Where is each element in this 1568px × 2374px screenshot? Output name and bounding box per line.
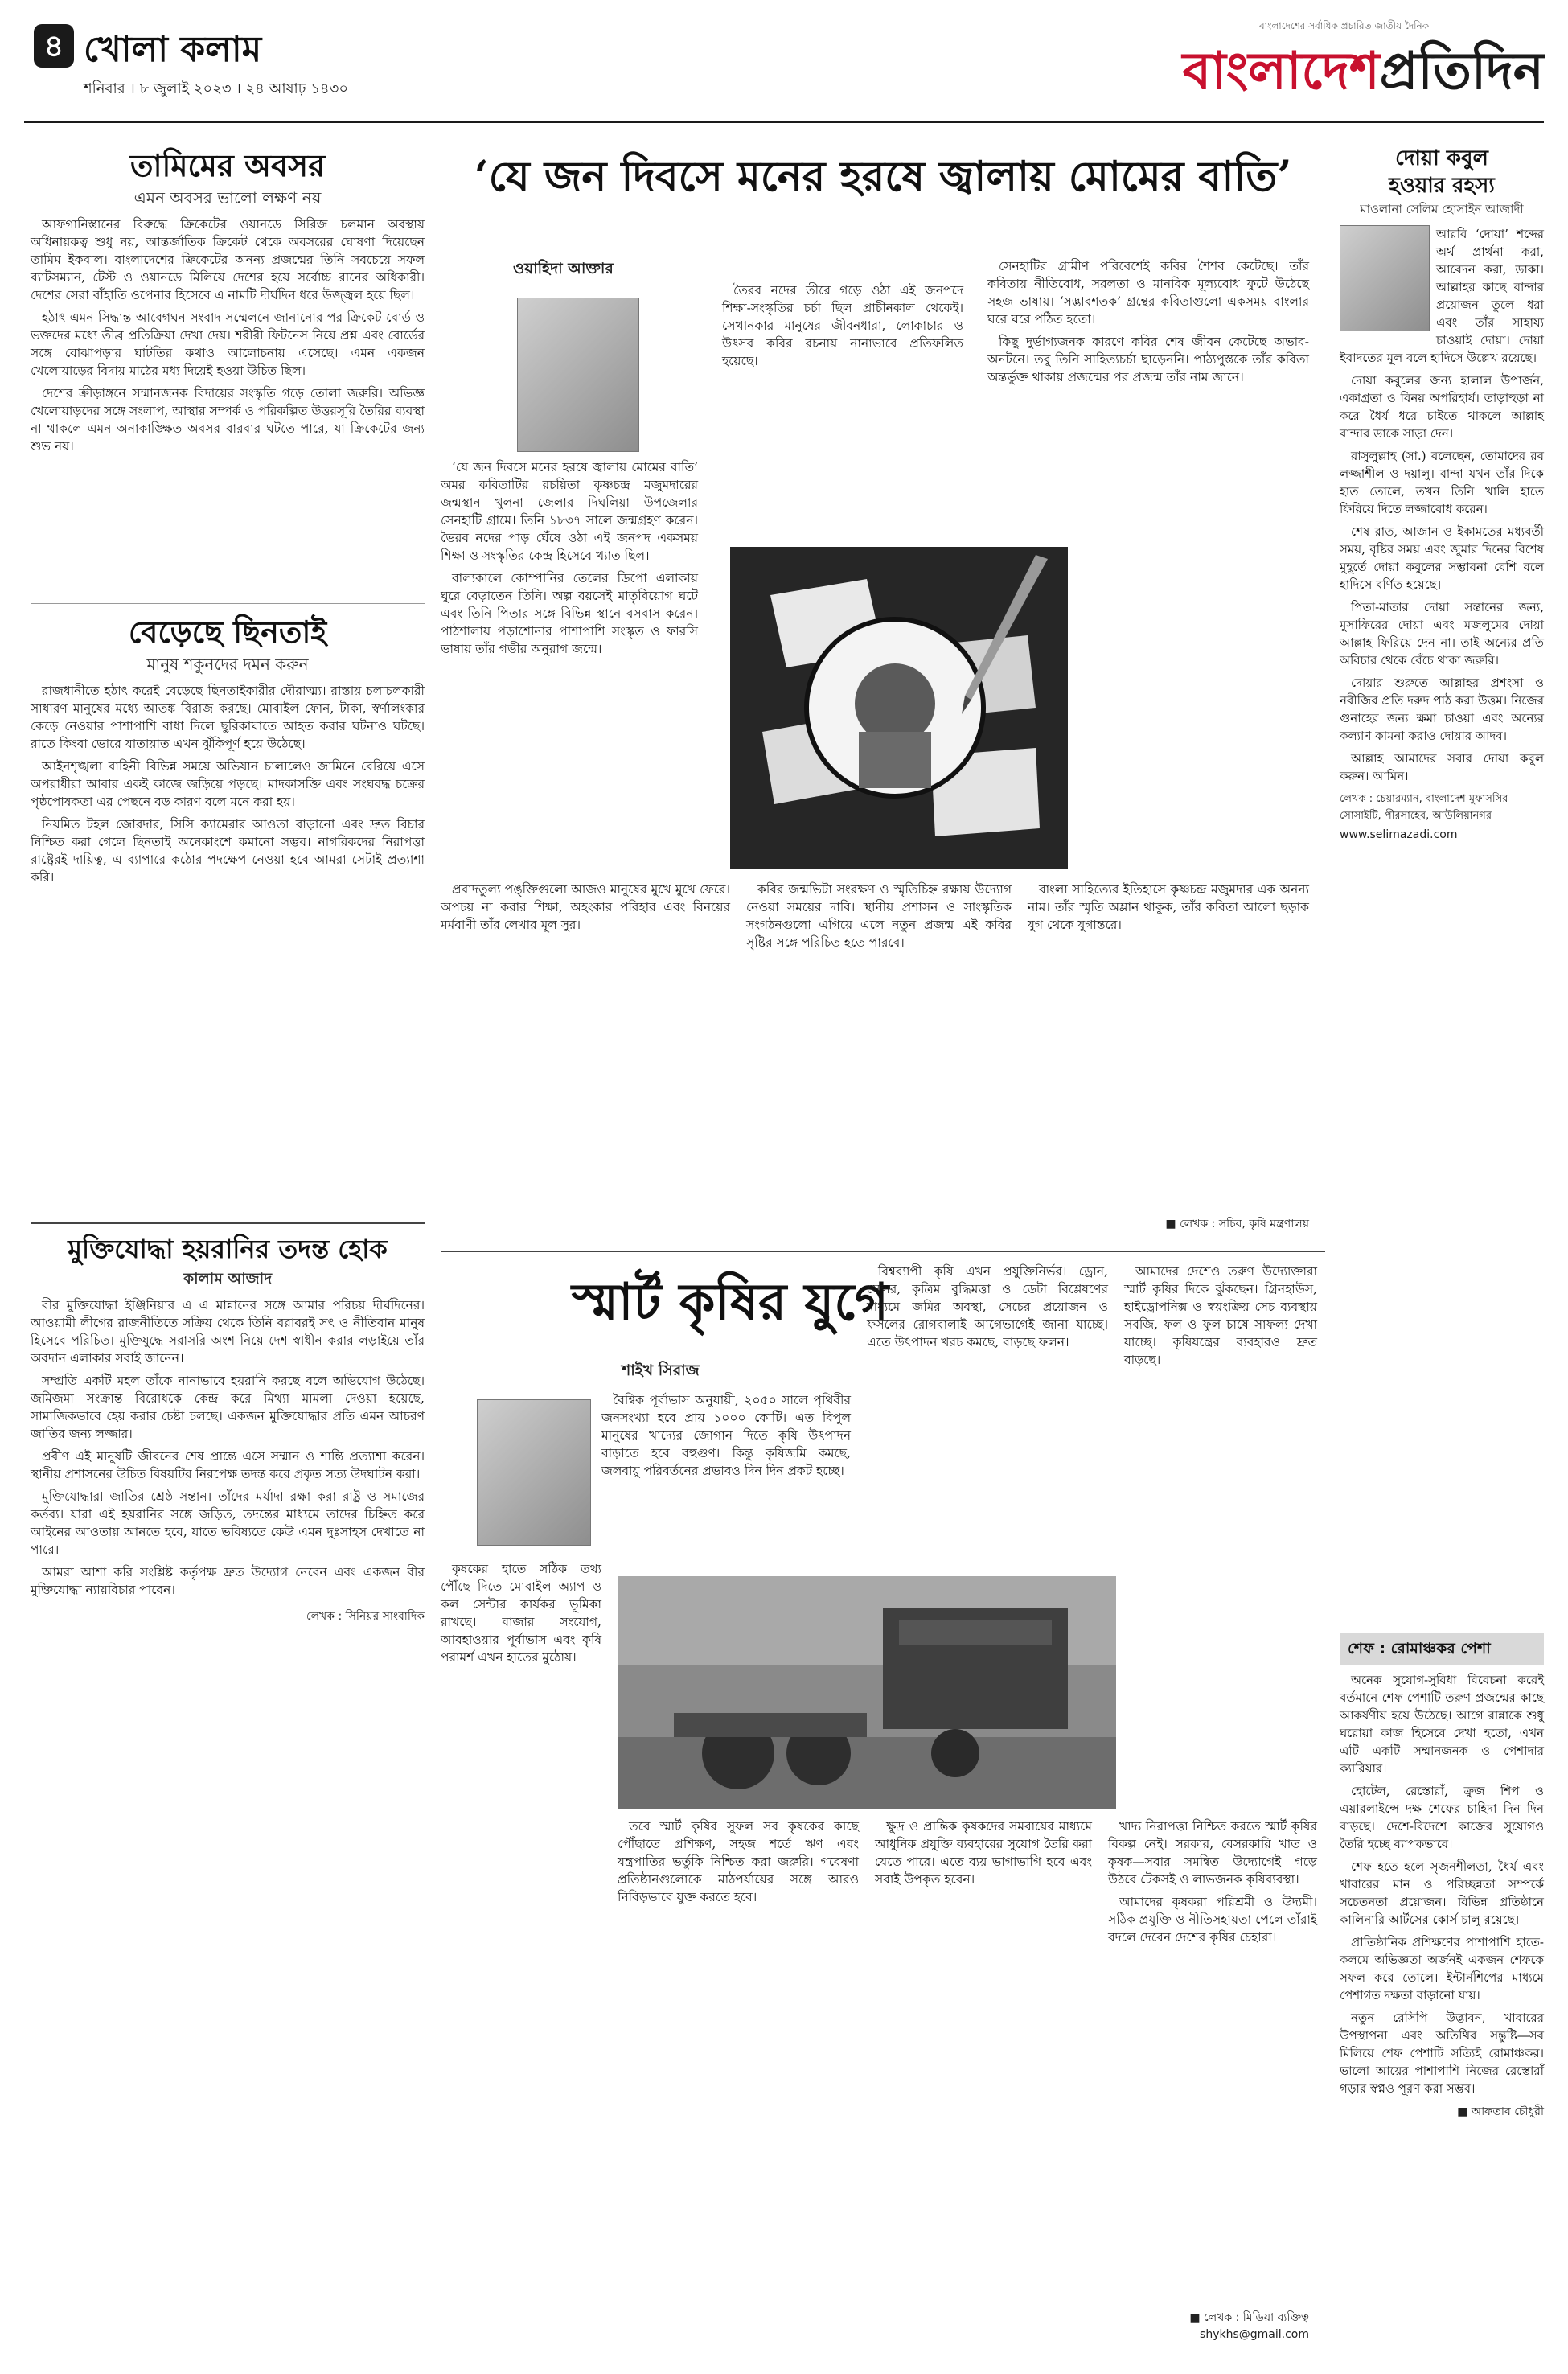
divider xyxy=(441,1251,1325,1252)
dua-paragraph: পিতা-মাতার দোয়া সন্তানের জন্য, মুসাফিরের দোয়া এবং মজলুমের দোয়া আল্লাহ ফিরিয়ে দেন না। তাই অন্যের প্রতি অবিচার থেকে বেঁচে থাকা জরুরি। xyxy=(1340,600,1544,667)
brand-tagline: বাংলাদেশের সর্বাধিক প্রচারিত জাতীয় দৈনিক xyxy=(1259,20,1430,31)
tamim-paragraph: হঠাৎ এমন সিদ্ধান্ত আবেগঘন সংবাদ সম্মেলনে জানানোর পর ক্রিকেট বোর্ড ও ভক্তদের মধ্যে তীব্র প্রতিক্রিয়া দেখা দেয়। শরীরী ফিটনেস নিয়ে প্রশ্ন এবং বোর্ডের সঙ্গে বোঝাপড়ার ঘাটতির কথাও আলোচনায় এসেছে। এমন একজন খেলোয়াড়ের বিদায় মাঠের মধ্য দিয়েই হওয়া উচিত ছিল। xyxy=(31,310,425,378)
brand-logo xyxy=(1142,35,1544,108)
masthead-rule xyxy=(24,121,1544,123)
page-header xyxy=(0,0,1568,135)
freedom-title: মুক্তিযোদ্ধা হয়রানির তদন্ত হোক xyxy=(68,1234,388,1264)
agri-illustration xyxy=(618,1576,1116,1809)
agri-paragraph: আমাদের কৃষকরা পরিশ্রমী ও উদ্যমী। সঠিক প্রযুক্তি ও নীতিসহায়তা পেলে তাঁরাই বদলে দেবেন দেশের কৃষির চেহারা। xyxy=(1108,1895,1317,1945)
agri-paragraph: খাদ্য নিরাপত্তা নিশ্চিত করতে স্মার্ট কৃষির বিকল্প নেই। সরকার, বেসরকারি খাত ও কৃষক—সবার সমন্বিত উদ্যোগেই গড়ে উঠবে টেকসই ও লাভজনক কৃষিব্যবস্থা। xyxy=(1108,1819,1317,1887)
candle-col-2 xyxy=(722,281,963,375)
candle-paragraph: ‘যে জন দিবসে মনের হরষে জ্বালায় মোমের বাতি’ অমর কবিতাটির রচয়িতা কৃষ্ণচন্দ্র মজুমদারের জন্মস্থান খুলনা জেলার দিঘলিয়া উপজেলার সেনহাটি গ্রামে। তিনি ১৮৩৭ সালে জন্মগ্রহণ করেন। ভৈরব নদের পাড় ঘেঁষে ওঠা এই জনপদ একসময় শিক্ষা ও সংস্কৃতির কেন্দ্র হিসেবে খ্যাত ছিল। xyxy=(441,460,698,563)
candle-author: ওয়াহিদা আক্তার xyxy=(513,260,614,277)
tamim-paragraph: দেশের ক্রীড়াঙ্গনে সম্মানজনক বিদায়ের সংস্কৃতি গড়ে তোলা জরুরি। অভিজ্ঞ খেলোয়াড়দের সঙ্গে সংলাপ, আস্থার সম্পর্ক ও পরিকল্পিত উত্তরসূরি তৈরির ব্যবস্থা না থাকলে এমন অনাকাঙ্ক্ষিত অবসর বারবার ঘটতে পারে, যা ক্রিকেটের জন্য শুভ নয়। xyxy=(31,386,425,454)
candle-col-5 xyxy=(746,881,1012,956)
candle-col-4 xyxy=(441,881,730,939)
agri-article xyxy=(441,1255,1325,2356)
chef-body xyxy=(1340,1671,1544,2097)
candle-paragraph: সেনহাটির গ্রামীণ পরিবেশেই কবির শৈশব কেটেছে। তাঁর কবিতায় নীতিবোধ, সরলতা ও মানবিক মূল্যবোধ ফুটে উঠেছে সহজ ভাষায়। ‘সদ্ভাবশতক’ গ্রন্থের কবিতাগুলো একসময় বাংলার ঘরে ঘরে পঠিত হতো। xyxy=(987,259,1309,327)
candle-paragraph: বাল্যকালে কোম্পানির তেলের ডিপো এলাকায় ঘুরে বেড়াতেন তিনি। অল্প বয়সেই মাতৃবিয়োগ ঘটে এবং তিনি পিতার সঙ্গে বিভিন্ন স্থানে বসবাস করেন। পাঠশালায় পড়াশোনার পাশাপাশি সংস্কৃত ও ফারসি ভাষায় তাঁর গভীর অনুরাগ জন্মে। xyxy=(441,571,698,656)
author-photo xyxy=(1340,225,1430,331)
dua-paragraph: দোয়ার শুরুতে আল্লাহর প্রশংসা ও নবীজির প্রতি দরুদ পাঠ করা উত্তম। নিজের গুনাহের জন্য ক্ষমা চাওয়া এবং অন্যের কল্যাণ কামনা করাও দোয়ার আদব। xyxy=(1340,676,1544,743)
dua-website[interactable]: www.selimazadi.com xyxy=(1340,828,1458,841)
chef-paragraph: অনেক সুযোগ-সুবিধা বিবেচনা করেই বর্তমানে শেফ পেশাটি তরুণ প্রজন্মের কাছে আকর্ষণীয় হয়ে উঠেছে। আগে রান্নাকে শুধু ঘরোয়া কাজ হিসেবে দেখা হতো, এখন এটি একটি সম্মানজনক ও পেশাদার ক্যারিয়ার। xyxy=(1340,1673,1544,1776)
brand-part-2: প্রতিদিন xyxy=(1379,42,1544,101)
agri-col-3 xyxy=(1124,1263,1317,1374)
tamim-paragraph: আফগানিস্তানের বিরুদ্ধে ক্রিকেটের ওয়ানডে সিরিজ চলমান অবস্থায় অধিনায়কত্ব শুধু নয়, আন্তর্জাতিক ক্রিকেট থেকে অবসরের ঘোষণা দিয়েছেন তামিম ইকবাল। বাংলাদেশের ক্রিকেটের অনন্য প্রজন্মের তিনি সবচেয়ে সফল ব্যাটসম্যান, টেস্ট ও ওয়ানডে মিলিয়ে দেশের হয়ে সর্বোচ্চ রানের অধিকারী। দেশের সেরা বাঁহাতি ওপেনার হিসেবে এ নামটি দীর্ঘদিন ধরে উজ্জ্বল হয়ে ছিল। xyxy=(31,217,425,302)
chef-signature: ■ আফতাব চৌধুরী xyxy=(1457,2105,1544,2118)
chef-header: শেফ : রোমাঞ্চকর পেশা xyxy=(1340,1633,1544,1665)
divider xyxy=(31,603,425,604)
freedom-author: কালাম আজাদ xyxy=(183,1270,273,1288)
tamim-subtitle: এমন অবসর ভালো লক্ষণ নয় xyxy=(133,188,322,207)
freedom-paragraph: আমরা আশা করি সংশ্লিষ্ট কর্তৃপক্ষ দ্রুত উদ্যোগ নেবেন এবং একজন বীর মুক্তিযোদ্ধা ন্যায়বিচার পাবেন। xyxy=(31,1565,425,1597)
candle-col-1 xyxy=(441,458,698,663)
divider xyxy=(31,1222,425,1224)
agri-col-2 xyxy=(867,1263,1108,1356)
dua-title: দোয়া কবুল xyxy=(1395,146,1488,170)
page-number-badge: ৪ xyxy=(34,24,74,68)
chef-paragraph: হোটেল, রেস্তোরাঁ, ক্রুজ শিপ ও এয়ারলাইন্সে দক্ষ শেফের চাহিদা দিন দিন বাড়ছে। দেশে-বিদেশে কাজের সুযোগও তৈরি হচ্ছে ব্যাপকভাবে। xyxy=(1340,1784,1544,1851)
agri-author: শাইখ সিরাজ xyxy=(622,1362,700,1379)
agri-paragraph: কৃষকের হাতে সঠিক তথ্য পৌঁছে দিতে মোবাইল অ্যাপ ও কল সেন্টার কার্যকর ভূমিকা রাখছে। বাজার সংযোগ, আবহাওয়ার পূর্বাভাস এবং কৃষি পরামর্শ এখন হাতের মুঠোয়। xyxy=(441,1562,601,1665)
agri-col-6 xyxy=(875,1817,1092,1893)
robbery-body xyxy=(31,682,425,886)
candle-paragraph: প্রবাদতুল্য পঙ্‌ক্তিগুলো আজও মানুষের মুখে মুখে ফেরে। অপচয় না করার শিক্ষা, অহংকার পরিহার এবং বিনয়ের মর্মবাণী তাঁর লেখার মূল সুর। xyxy=(441,882,730,932)
agri-paragraph: বৈশ্বিক পূর্বাভাস অনুযায়ী, ২০৫০ সালে পৃথিবীর জনসংখ্যা হবে প্রায় ১০০০ কোটি। এত বিপুল মানুষের খাদ্যের জোগান দিতে কৃষি উৎপাদন বাড়াতে হবে বহুগুণ। কিন্তু কৃষিজমি কমছে, জলবায়ু পরিবর্তনের প্রভাবও দিন দিন প্রকট হচ্ছে। xyxy=(601,1393,851,1478)
dua-paragraph: রাসুলুল্লাহ (সা.) বলেছেন, তোমাদের রব লজ্জাশীল ও দয়ালু। বান্দা যখন তাঁর দিকে হাত তোলে, তখন তিনি খালি হাতে ফিরিয়ে দিতে লজ্জাবোধ করেন। xyxy=(1340,449,1544,516)
agri-paragraph: বিশ্বব্যাপী কৃষি এখন প্রযুক্তিনির্ভর। ড্রোন, সেন্সর, কৃত্রিম বুদ্ধিমত্তা ও ডেটা বিশ্লেষণের মাধ্যমে জমির অবস্থা, সেচের প্রয়োজন ও ফসলের রোগবালাই আগেভাগেই জানা যাচ্ছে। এতে উৎপাদন খরচ কমছে, বাড়ছে ফলন। xyxy=(867,1264,1108,1349)
candle-paragraph: কবির জন্মভিটা সংরক্ষণ ও স্মৃতিচিহ্ন রক্ষায় উদ্যোগ নেওয়া সময়ের দাবি। স্থানীয় প্রশাসন ও সাংস্কৃতিক সংগঠনগুলো এগিয়ে এলে নতুন প্রজন্ম এই কবির সৃষ্টির সঙ্গে পরিচিত হতে পারবে। xyxy=(746,882,1012,950)
author-photo xyxy=(477,1399,591,1546)
freedom-paragraph: মুক্তিযোদ্ধারা জাতির শ্রেষ্ঠ সন্তান। তাঁদের মর্যাদা রক্ষা করা রাষ্ট্র ও সমাজের কর্তব্য। যারা এই হয়রানির সঙ্গে জড়িত, তদন্তের মাধ্যমে তাদের চিহ্নিত করে আইনের আওতায় আনতে হবে, যাতে ভবিষ্যতে কেউ এমন দুঃসাহস দেখাতে না পারে। xyxy=(31,1489,425,1557)
issue-date: শনিবার । ৮ জুলাই ২০২৩ । ২৪ আষাঢ় ১৪৩০ xyxy=(84,80,349,97)
candle-article xyxy=(441,137,1325,1247)
candle-image xyxy=(730,547,1068,869)
robbery-article xyxy=(31,611,425,891)
candle-paragraph: কিছু দুর্ভাগ্যজনক কারণে কবির শেষ জীবন কেটেছে অভাব-অনটনে। তবু তিনি সাহিত্যচর্চা ছাড়েননি। পাঠ্যপুস্তকে তাঁর কবিতা অন্তর্ভুক্ত থাকায় প্রজন্মের পর প্রজন্ম তাঁর নাম জানে। xyxy=(987,335,1309,384)
chef-paragraph: নতুন রেসিপি উদ্ভাবন, খাবারের উপস্থাপনা এবং অতিথির সন্তুষ্টি—সব মিলিয়ে শেফ পেশাটি সত্যিই রোমাঞ্চকর। ভালো আয়ের পাশাপাশি নিজের রেস্তোরাঁ গড়ার স্বপ্নও পূরণ করা সম্ভব। xyxy=(1340,2011,1544,2096)
agri-paragraph: ক্ষুদ্র ও প্রান্তিক কৃষকদের সমবায়ের মাধ্যমে আধুনিক প্রযুক্তি ব্যবহারের সুযোগ তৈরি করা যেতে পারে। এতে ব্যয় ভাগাভাগি হবে এবং সবাই উপকৃত হবেন। xyxy=(875,1819,1092,1887)
agri-image xyxy=(618,1576,1116,1809)
candle-paragraph: তৈরব নদের তীরে গড়ে ওঠা এই জনপদে শিক্ষা-সংস্কৃতির চর্চা ছিল প্রাচীনকাল থেকেই। সেখানকার মানুষের জীবনধারা, লোকাচার ও উৎসব কবির রচনায় নানাভাবে প্রতিফলিত হয়েছে। xyxy=(722,283,963,368)
candle-paragraph: বাংলা সাহিত্যের ইতিহাসে কৃষ্ণচন্দ্র মজুমদার এক অনন্য নাম। তাঁর স্মৃতি অম্লান থাকুক, তাঁর কবিতা আলো ছড়াক যুগ থেকে যুগান্তরে। xyxy=(1028,882,1309,932)
agri-paragraph: তবে স্মার্ট কৃষির সুফল সব কৃষকের কাছে পৌঁছাতে প্রশিক্ষণ, সহজ শর্তে ঋণ এবং যন্ত্রপাতির ভর্তুকি নিশ্চিত করা জরুরি। গবেষণা প্রতিষ্ঠানগুলোকে মাঠপর্যায়ের সঙ্গে আরও নিবিড়ভাবে যুক্ত করতে হবে। xyxy=(618,1819,859,1904)
tamim-body xyxy=(31,216,425,455)
chef-paragraph: প্রাতিষ্ঠানিক প্রশিক্ষণের পাশাপাশি হাতে-কলমে অভিজ্ঞতা অর্জনই একজন শেফকে সফল করে তোলে। ইন্টার্নশিপের মাধ্যমে পেশাগত দক্ষতা বাড়ানো যায়। xyxy=(1340,1935,1544,2002)
chef-article xyxy=(1340,1633,1544,2121)
freedom-paragraph: বীর মুক্তিযোদ্ধা ইঞ্জিনিয়ার এ এ মান্নানের সঙ্গে আমার পরিচয় দীর্ঘদিনের। আওয়ামী লীগের রাজনীতিতে সক্রিয় থেকে তিনি বরাবরই সৎ ও নীতিবান মানুষ হিসেবে পরিচিত। মুক্তিযুদ্ধে সরাসরি অংশ নিয়ে দেশ স্বাধীন করার লড়াইয়ে তাঁর অবদান এলাকার সবাই জানেন। xyxy=(31,1298,425,1366)
robbery-title: বেড়েছে ছিনতাই xyxy=(128,614,327,650)
agri-paragraph: আমাদের দেশেও তরুণ উদ্যোক্তারা স্মার্ট কৃষির দিকে ঝুঁকছেন। গ্রিনহাউস, হাইড্রোপনিক্স ও স্বয়ংক্রিয় সেচ ব্যবস্থায় সবজি, ফল ও ফুল চাষে সাফল্য দেখা যাচ্ছে। কৃষিযন্ত্রের ব্যবহারও দ্রুত বাড়ছে। xyxy=(1124,1264,1317,1367)
freedom-signature: লেখক : সিনিয়র সাংবাদিক xyxy=(306,1610,425,1623)
freedom-paragraph: সম্প্রতি একটি মহল তাঁকে নানাভাবে হয়রানি করছে বলে অভিযোগ উঠেছে। জমিজমা সংক্রান্ত বিরোধকে কেন্দ্র করে মিথ্যা মামলা দেওয়া হয়েছে, সামাজিকভাবে হেয় করার চেষ্টা চলছে। একজন মুক্তিযোদ্ধার প্রতি এমন আচরণ জাতির জন্য লজ্জার। xyxy=(31,1374,425,1441)
tamim-article xyxy=(31,145,425,460)
candle-illustration xyxy=(730,547,1068,869)
agri-col-5 xyxy=(618,1817,859,1911)
candle-signature: ■ লেখক : সচিব, কৃষি মন্ত্রণালয় xyxy=(1165,1218,1309,1230)
dua-paragraph: শেষ রাত, আজান ও ইকামতের মধ্যবর্তী সময়, বৃষ্টির সময় এবং জুমার দিনের বিশেষ মুহূর্তে দোয়া কবুলের সম্ভাবনা বেশি বলে হাদিসে বর্ণিত হয়েছে। xyxy=(1340,524,1544,592)
dua-author: মাওলানা সেলিম হোসাইন আজাদী xyxy=(1360,202,1524,216)
dua-signature: লেখক : চেয়ারম্যান, বাংলাদেশ মুফাসসির সোসাইটি, পীরসাহেব, আউলিয়ানগর xyxy=(1340,793,1508,822)
dua-paragraph: আল্লাহ আমাদের সবার দোয়া কবুল করুন। আমিন। xyxy=(1340,751,1544,783)
chef-paragraph: শেফ হতে হলে সৃজনশীলতা, ধৈর্য এবং খাবারের মান ও পরিচ্ছন্নতা সম্পর্কে সচেতনতা প্রয়োজন। বিভিন্ন প্রতিষ্ঠানে কালিনারি আর্টসের কোর্স চালু রয়েছে। xyxy=(1340,1859,1544,1927)
dua-title-2: হওয়ার রহস্য xyxy=(1389,174,1495,198)
robbery-paragraph: নিয়মিত টহল জোরদার, সিসি ক্যামেরার আওতা বাড়ানো এবং দ্রুত বিচার নিশ্চিত করা গেলে ছিনতাই অনেকাংশে কমানো সম্ভব। নাগরিকদের নিরাপত্তা রাষ্ট্রেরই দায়িত্ব, এ ব্যাপারে কঠোর পদক্ষেপ নেওয়া হবে আমরা সেটাই প্রত্যাশা করি। xyxy=(31,817,425,885)
dua-paragraph: দোয়া কবুলের জন্য হালাল উপার্জন, একাগ্রতা ও বিনয় অপরিহার্য। তাড়াহুড়া না করে ধৈর্য ধরে চাইতে থাকলে আল্লাহ বান্দার ডাকে সাড়া দেন। xyxy=(1340,373,1544,441)
agri-col-7 xyxy=(1108,1817,1317,1951)
freedom-article xyxy=(31,1230,425,1626)
agri-signature: ■ লেখক : মিডিয়া ব্যক্তিত্ব xyxy=(1189,2311,1309,2324)
agri-title: স্মার্ট কৃষির যুগে xyxy=(571,1272,889,1333)
tamim-title: তামিমের অবসর xyxy=(129,148,326,183)
author-photo xyxy=(517,298,639,452)
robbery-paragraph: রাজধানীতে হঠাৎ করেই বেড়েছে ছিনতাইকারীর দৌরাত্ম্য। রাস্তায় চলাচলকারী সাধারণ মানুষের মধ্যে আতঙ্ক বিরাজ করছে। মোবাইল ফোন, টাকা, স্বর্ণালংকার কেড়ে নেওয়ার পাশাপাশি বাধা দিলে ছুরিকাঘাতে আহত করার ঘটনাও ঘটছে। রাতে কিংবা ভোরে যাতায়াত এখন ঝুঁকিপূর্ণ হয়ে উঠেছে। xyxy=(31,684,425,751)
freedom-body xyxy=(31,1296,425,1599)
agri-email: shykhs@gmail.com xyxy=(1200,2328,1309,2341)
robbery-subtitle: মানুষ শকুনদের দমন করুন xyxy=(146,655,309,674)
agri-col-4 xyxy=(441,1560,601,1671)
agri-col-1 xyxy=(601,1391,851,1485)
brand-part-1: বাংলাদেশ xyxy=(1182,42,1380,101)
candle-title: ‘যে জন দিবসে মনের হরষে জ্বালায় মোমের বাতি’ xyxy=(474,152,1292,201)
section-title: খোলা কলাম xyxy=(84,29,262,70)
candle-col-6 xyxy=(1028,881,1309,939)
robbery-paragraph: আইনশৃঙ্খলা বাহিনী বিভিন্ন সময়ে অভিযান চালালেও জামিনে বেরিয়ে এসে অপরাধীরা আবার একই কাজে জড়িয়ে পড়ছে। মাদকাসক্তি এবং সংঘবদ্ধ চক্রের পৃষ্ঠপোষকতা এর পেছনে বড় কারণ বলে মনে করা হয়। xyxy=(31,759,425,809)
dua-paragraph: আরবি ‘দোয়া’ শব্দের অর্থ প্রার্থনা করা, আবেদন করা, ডাকা। আল্লাহর কাছে বান্দার প্রয়োজন তুলে ধরা এবং তাঁর সাহায্য চাওয়াই দোয়া। দোয়া ইবাদতের মূল বলে হাদিসে উল্লেখ রয়েছে। xyxy=(1340,227,1544,365)
dua-article xyxy=(1340,145,1544,841)
freedom-paragraph: প্রবীণ এই মানুষটি জীবনের শেষ প্রান্তে এসে সম্মান ও শান্তি প্রত্যাশা করেন। স্থানীয় প্রশাসনের উচিত বিষয়টির নিরপেক্ষ তদন্ত করে প্রকৃত সত্য উদঘাটন করা। xyxy=(31,1449,425,1481)
candle-col-3 xyxy=(987,257,1309,391)
